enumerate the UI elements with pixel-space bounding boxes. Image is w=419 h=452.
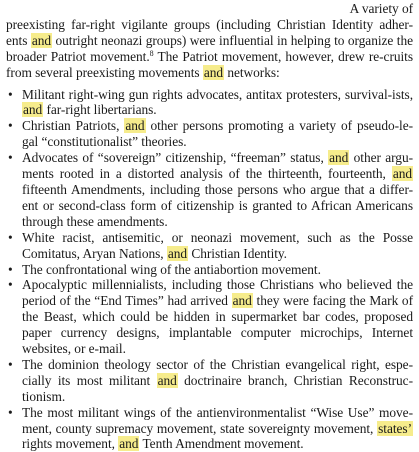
bullet-icon: • <box>8 150 13 166</box>
item-text: Christian Identity. <box>188 245 287 261</box>
intro-text-1: preexisting far-right vigilante groups (including Christian Identity adher-ents <box>6 16 413 48</box>
highlight: and <box>203 64 224 80</box>
highlight: and <box>167 245 188 261</box>
item-text: other argu-ments rooted in a distorted analysis of the thirteenth, fourteenth, <box>22 150 413 182</box>
highlight: and <box>232 293 252 309</box>
item-text: rights movement, <box>22 436 119 452</box>
highlight: and <box>119 436 139 452</box>
item-text: White racist, antisemitic, or neonazi movement, such as the Posse Comitatus, Aryan Nations, <box>22 229 413 261</box>
intro-first-line: A variety of <box>349 1 413 16</box>
item-text: Tenth Amendment movement. <box>139 436 304 452</box>
list-item <box>8 277 413 357</box>
bullet-icon: • <box>8 118 13 134</box>
bullet-icon: • <box>8 229 13 245</box>
item-text: Militant right-wing gun rights advocates, antitax protesters, survival-ists, <box>22 86 413 102</box>
movement-list <box>6 87 413 452</box>
intro-text-4: networks: <box>224 64 280 80</box>
item-text: far-right libertarians. <box>43 102 157 118</box>
list-item <box>8 261 413 278</box>
item-text: fifteenth Amendments, including those persons who argue that a differ-ent or second-class form of citizenship is granted to African Americans through these amendments. <box>22 181 413 229</box>
item-text: The dominion theology sector of the Christian evangelical right, espe-cially its most militant <box>22 356 413 388</box>
list-item <box>8 150 413 230</box>
list-item <box>8 229 413 262</box>
list-item <box>8 404 413 452</box>
list-item <box>8 356 413 405</box>
intro-paragraph <box>6 1 413 81</box>
highlight: and <box>329 150 349 166</box>
highlight: and <box>31 32 52 48</box>
item-text: they were facing the Mark of the Beast, which could be hidden in supermarket bar codes, proposed paper currency designs, implantable computer microchips, Internet websites, or e-mail. <box>22 293 413 357</box>
highlight: and <box>125 118 145 134</box>
item-text: The most militant wings of the antienvironmentalist “Wise Use” move-ment, county supremacy movement, state sovereignty movement, <box>22 404 413 436</box>
footnote-marker: 8 <box>149 48 154 58</box>
item-text: other persons promoting a variety of pseudo-le-gal “constitutionalist” theories. <box>22 118 413 150</box>
highlight: states’ <box>378 420 412 436</box>
bullet-icon: • <box>8 277 13 293</box>
item-text: doctrinaire branch, Christian Reconstruc-tionism. <box>22 372 413 404</box>
item-text: Christian Patriots, <box>22 118 125 134</box>
item-text: Apocalyptic millennialists, including those Christians who believed the period of the “End Times” had arrived <box>22 277 413 309</box>
highlight: and <box>23 102 43 118</box>
intro-text-2: outright neonazi groups) were influential in helping to organize the broader Patriot movement. <box>6 32 413 64</box>
item-text: Advocates of “sovereign” citizenship, “freeman” status, <box>22 150 329 166</box>
item-text: The confrontational wing of the antiabortion movement. <box>22 261 321 277</box>
highlight: and <box>157 372 177 388</box>
bullet-icon: • <box>8 86 13 102</box>
highlight: and <box>392 166 412 182</box>
bullet-icon: • <box>8 261 13 277</box>
intro-text-3: The Patriot movement, however, drew re-cruits from several preexisting movements <box>6 48 413 80</box>
list-item <box>8 118 413 150</box>
bullet-icon: • <box>8 356 13 372</box>
bullet-icon: • <box>8 404 13 420</box>
list-item <box>8 86 413 119</box>
